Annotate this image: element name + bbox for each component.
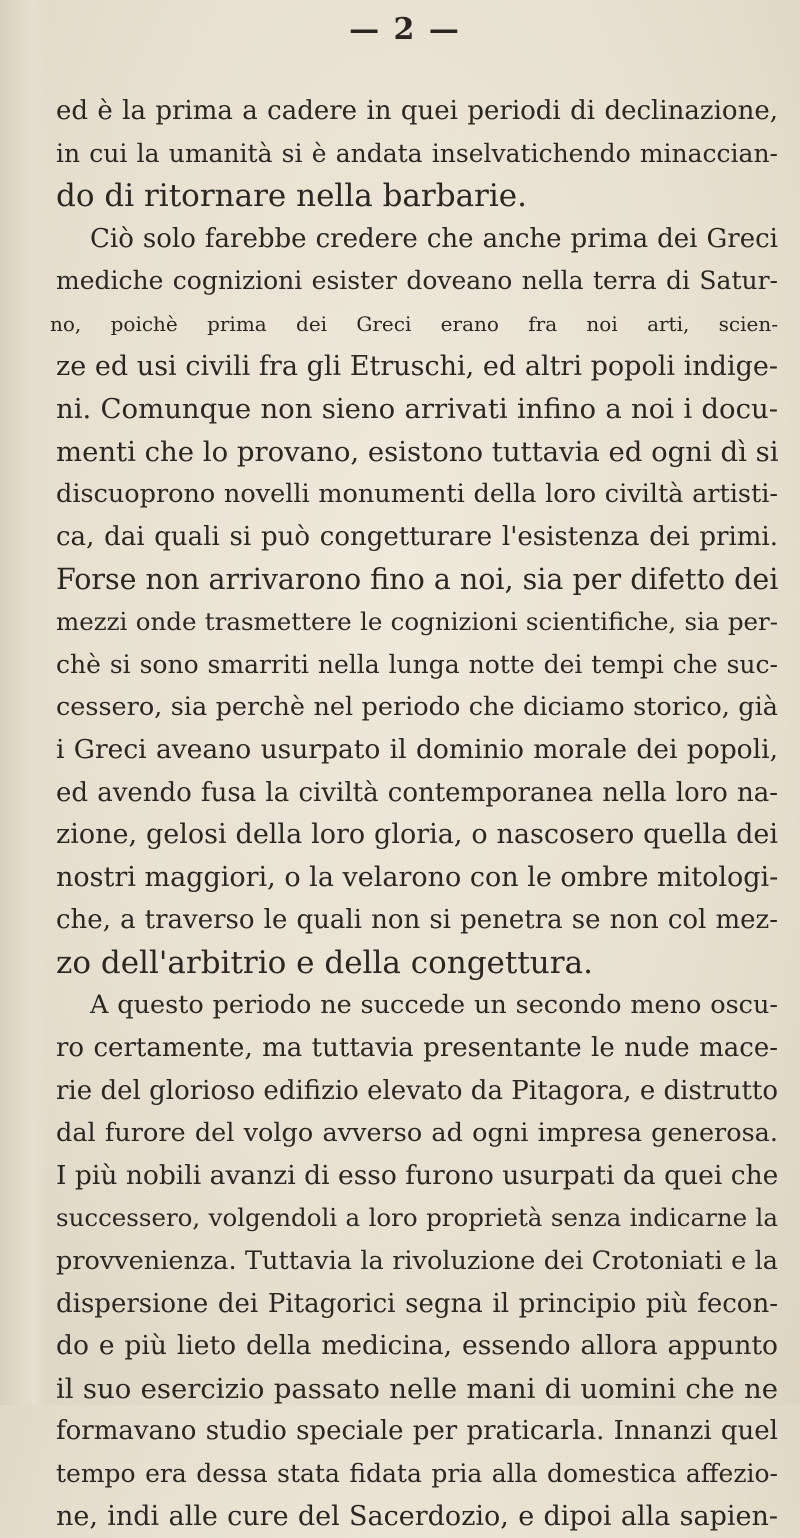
text-line: zione, gelosi della loro gloria, o nascosero quella dei	[56, 819, 778, 851]
page-number: — 2 —	[349, 12, 461, 47]
text-line: formavano studio speciale per praticarla. Innanzi quel	[56, 1416, 778, 1447]
text-line: zo dell'arbitrio e della congettura.	[56, 944, 593, 981]
text-line: Ciò solo farebbe credere che anche prima dei Greci	[90, 223, 778, 254]
text-line: rie del glorioso edifizio elevato da Pitagora, e distrutto	[56, 1075, 778, 1106]
body-text	[50, 90, 779, 1538]
text-line: mediche cognizioni esister doveano nella terra di Satur-	[56, 266, 778, 296]
text-line: ni. Comunque non sieno arrivati infino a noi i docu-	[56, 393, 778, 426]
text-line: menti che lo provano, esistono tuttavia ed ogni dì si	[56, 435, 779, 468]
text-line: ze ed usi civili fra gli Etruschi, ed altri popoli indige-	[56, 350, 778, 382]
text-line: do e più lieto della medicina, essendo allora appunto	[56, 1330, 778, 1362]
text-line: che, a traverso le quali non si penetra se non col mez-	[56, 905, 778, 936]
text-line: ne, indi alle cure del Sacerdozio, e dipoi alla sapien-	[56, 1500, 778, 1532]
text-line: I più nobili avanzi di esso furono usurpati da quei che	[56, 1159, 779, 1191]
text-line: ed avendo fusa la civiltà contemporanea nella loro na-	[56, 777, 778, 808]
text-line: discuoprono novelli monumenti della loro civiltà artisti-	[56, 479, 778, 510]
text-line: A questo periodo ne succede un secondo meno oscu-	[90, 990, 778, 1021]
text-line: in cui la umanità si è andata inselvatichendo minaccian-	[56, 138, 778, 168]
text-line: ed è la prima a cadere in quei periodi di declinazione,	[56, 96, 778, 126]
text-line: successero, volgendoli a loro proprietà senza indicarne la	[56, 1203, 778, 1233]
text-line: do di ritornare nella barbarie.	[56, 178, 527, 215]
text-line: ro certamente, ma tuttavia presentante le nude mace-	[56, 1033, 778, 1064]
text-line: i Greci aveano usurpato il dominio morale dei popoli,	[56, 733, 778, 765]
text-line: no, poichè prima dei Greci erano fra noi arti, scien-	[50, 311, 778, 336]
text-line: nostri maggiori, o la velarono con le ombre mitologi-	[56, 861, 779, 893]
text-line: ca, dai quali si può congetturare l'esistenza dei primi.	[56, 521, 778, 552]
text-line: chè si sono smarriti nella lunga notte dei tempi che suc-	[56, 649, 778, 679]
text-line: dal furore del volgo avverso ad ogni impresa generosa.	[56, 1118, 778, 1149]
text-line: il suo esercizio passato nelle mani di uomini che ne	[56, 1372, 778, 1405]
page-gutter	[0, 0, 48, 1405]
text-line: dispersione dei Pitagorici segna il principio più fecon-	[56, 1288, 778, 1319]
text-line: cessero, sia perchè nel periodo che diciamo storico, già	[56, 692, 778, 723]
text-line: provvenienza. Tuttavia la rivoluzione dei Crotoniati e la	[56, 1246, 778, 1277]
text-line: mezzi onde trasmettere le cognizioni scientifiche, sia per-	[56, 607, 778, 637]
text-line: Forse non arrivarono fino a noi, sia per difetto dei	[56, 562, 779, 596]
text-line: tempo era dessa stata fidata pria alla domestica affezio-	[56, 1459, 778, 1488]
